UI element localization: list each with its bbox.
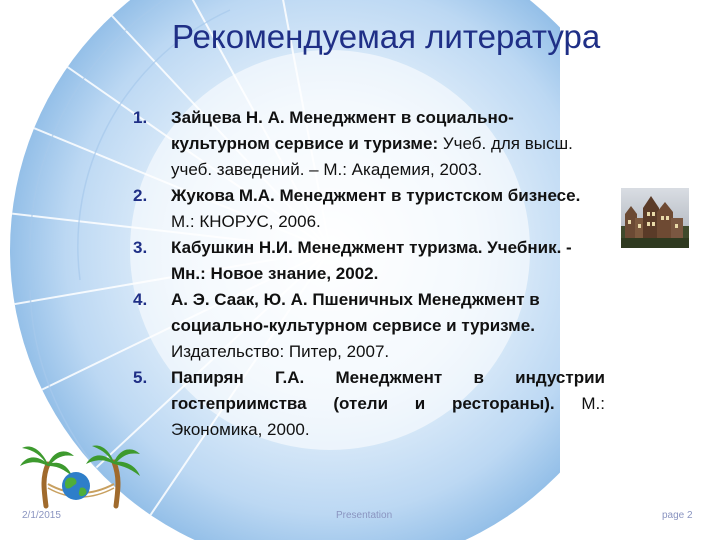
reference-publisher: М.: Экономика, 2000. bbox=[171, 394, 605, 439]
reference-title: Жукова М.А. Менеджмент в туристском бизнесе. bbox=[171, 186, 581, 205]
footer-center-text: Presentation bbox=[336, 510, 393, 521]
list-item bbox=[130, 105, 605, 183]
castle-photo-icon bbox=[621, 188, 689, 248]
reference-publisher: М.: КНОРУС, 2006. bbox=[171, 212, 321, 231]
reference-publisher: Издательство: Питер, 2007. bbox=[171, 342, 390, 361]
list-item-number: 3. bbox=[133, 238, 148, 257]
reference-title: Папирян Г.А. Менеджмент в индустрии гостеприимства (отели и рестораны). bbox=[171, 368, 605, 413]
footer-page-number: page 2 bbox=[662, 510, 693, 521]
list-item-number: 1. bbox=[133, 108, 148, 127]
reference-title: А. Э. Саак, Ю. А. Пшеничных Менеджмент в социально-культурном сервисе и туризме. bbox=[171, 290, 540, 335]
list-item-number: 5. bbox=[133, 368, 148, 387]
reference-publisher: Учеб. для высш. учеб. заведений. – М.: Академия, 2003. bbox=[171, 134, 573, 179]
list-item-number: 2. bbox=[133, 186, 148, 205]
footer-date: 2/1/2015 bbox=[22, 510, 61, 521]
slide-title: Рекомендуемая литература bbox=[172, 18, 601, 55]
list-item bbox=[130, 235, 605, 287]
palm-trees-globe-icon bbox=[18, 440, 148, 510]
list-item bbox=[130, 287, 605, 365]
reference-title: Кабушкин Н.И. Менеджмент туризма. Учебник. - Мн.: Новое знание, 2002. bbox=[171, 238, 572, 283]
list-item bbox=[130, 183, 605, 235]
reference-title: Зайцева Н. А. Менеджмент в социально-культурном сервисе и туризме: bbox=[171, 108, 514, 153]
literature-list bbox=[130, 105, 605, 443]
list-item-number: 4. bbox=[133, 290, 148, 309]
list-item bbox=[130, 365, 605, 443]
